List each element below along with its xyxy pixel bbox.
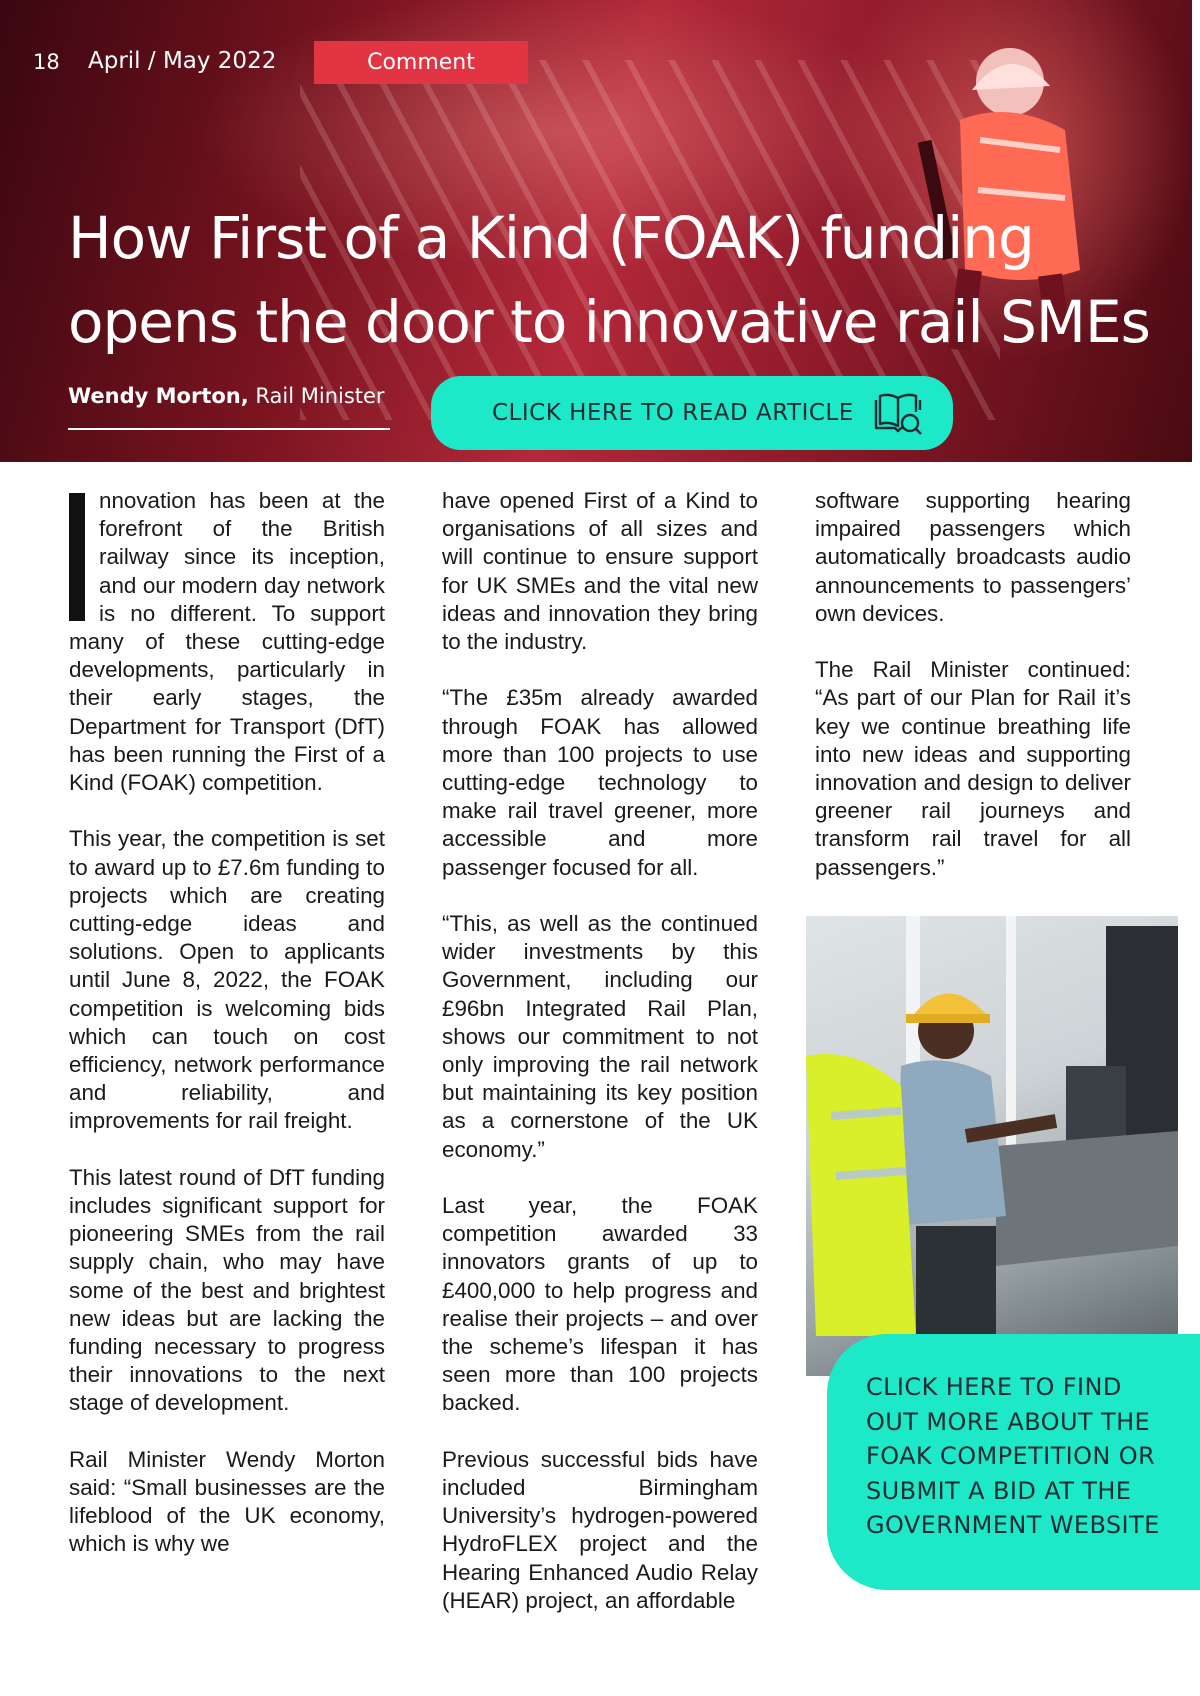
paragraph: The Rail Minister continued: “As part of our Plan for Rail it’s key we continue breathing life into new ideas and supporting innovation and design to deliver greener rail journeys and transform rail travel for all passengers.” xyxy=(815,657,1131,880)
paragraph: software supporting hearing impaired passengers which automatically broadcasts audio announcements to passengers’ own devices. xyxy=(815,488,1131,626)
author-role: Rail Minister xyxy=(248,384,385,408)
issue-date: April / May 2022 xyxy=(88,48,277,74)
paragraph: “This, as well as the continued wider investments by this Government, including our £96bn Integrated Rail Plan, shows our commitment to not only improving the rail network but maintaining its key position as a cornerstone of the UK economy.” xyxy=(442,911,758,1162)
engineer-photo-illustration xyxy=(806,916,1178,1376)
article-headline xyxy=(68,196,1168,364)
headline-line-2: opens the door to innovative rail SMEs xyxy=(68,288,1150,356)
author-name: Wendy Morton, xyxy=(68,384,249,408)
drop-cap xyxy=(69,493,85,621)
article-column-2 xyxy=(442,487,758,1643)
paragraph: This year, the competition is set to award up to £7.6m funding to projects which are creating cutting-edge ideas and solutions. Open to applicants until June 8, 2022, the FOAK competition is welcoming bids which can touch on cost efficiency, network performance and reliability, and improvements for rail freight. xyxy=(69,826,385,1134)
byline xyxy=(68,384,385,408)
paragraph: Previous successful bids have included Birmingham University’s hydrogen-powered HydroFLEX project and the Hearing Enhanced Audio Relay (HEAR) project, an affordable xyxy=(442,1446,758,1613)
page-number: 18 xyxy=(33,50,60,74)
hero-banner xyxy=(0,0,1192,462)
paragraph: Last year, the FOAK competition awarded 33 innovators grants of up to £400,000 to help progress and realise their projects – and over the scheme’s lifespan it has seen more than 100 projects backed. xyxy=(442,1193,758,1416)
engineer-photo xyxy=(806,916,1178,1376)
paragraph: Rail Minister Wendy Morton said: “Small businesses are the lifeblood of the UK economy, which is why we xyxy=(69,1446,385,1557)
headline-line-1: How First of a Kind (FOAK) funding xyxy=(68,204,1034,272)
read-article-label: CLICK HERE TO READ ARTICLE xyxy=(492,400,854,426)
article-column-1 xyxy=(69,487,385,1587)
read-article-button[interactable] xyxy=(431,376,953,450)
paragraph: nnovation has been at the forefront of the British railway since its inception, and our modern day network is no different. To support many of these cutting-edge developments, particularly in their early stages, the Department for Transport (DfT) has been running the First of a Kind (FOAK) competition. xyxy=(69,488,385,796)
section-tag: Comment xyxy=(314,41,528,84)
book-search-icon xyxy=(873,388,923,438)
paragraph: “The £35m already awarded through FOAK has allowed more than 100 projects to use cutting-edge technology to make rail travel greener, more accessible and more passenger focused for all. xyxy=(442,685,758,880)
cta-label: CLICK HERE TO FIND OUT MORE ABOUT THE FOAK COMPETITION OR SUBMIT A BID AT THE GOVERNMENT WEBSITE xyxy=(866,1373,1160,1539)
paragraph: have opened First of a Kind to organisations of all sizes and will continue to ensure support for UK SMEs and the vital new ideas and innovation they bring to the industry. xyxy=(442,488,758,655)
article-column-3 xyxy=(815,487,1131,910)
find-out-more-cta[interactable] xyxy=(827,1334,1200,1590)
paragraph: This latest round of DfT funding includes significant support for pioneering SMEs from the rail supply chain, who may have some of the best and brightest new ideas but are lacking the funding necessary to progress their innovations to the next stage of development. xyxy=(69,1164,385,1416)
byline-divider xyxy=(68,428,390,430)
